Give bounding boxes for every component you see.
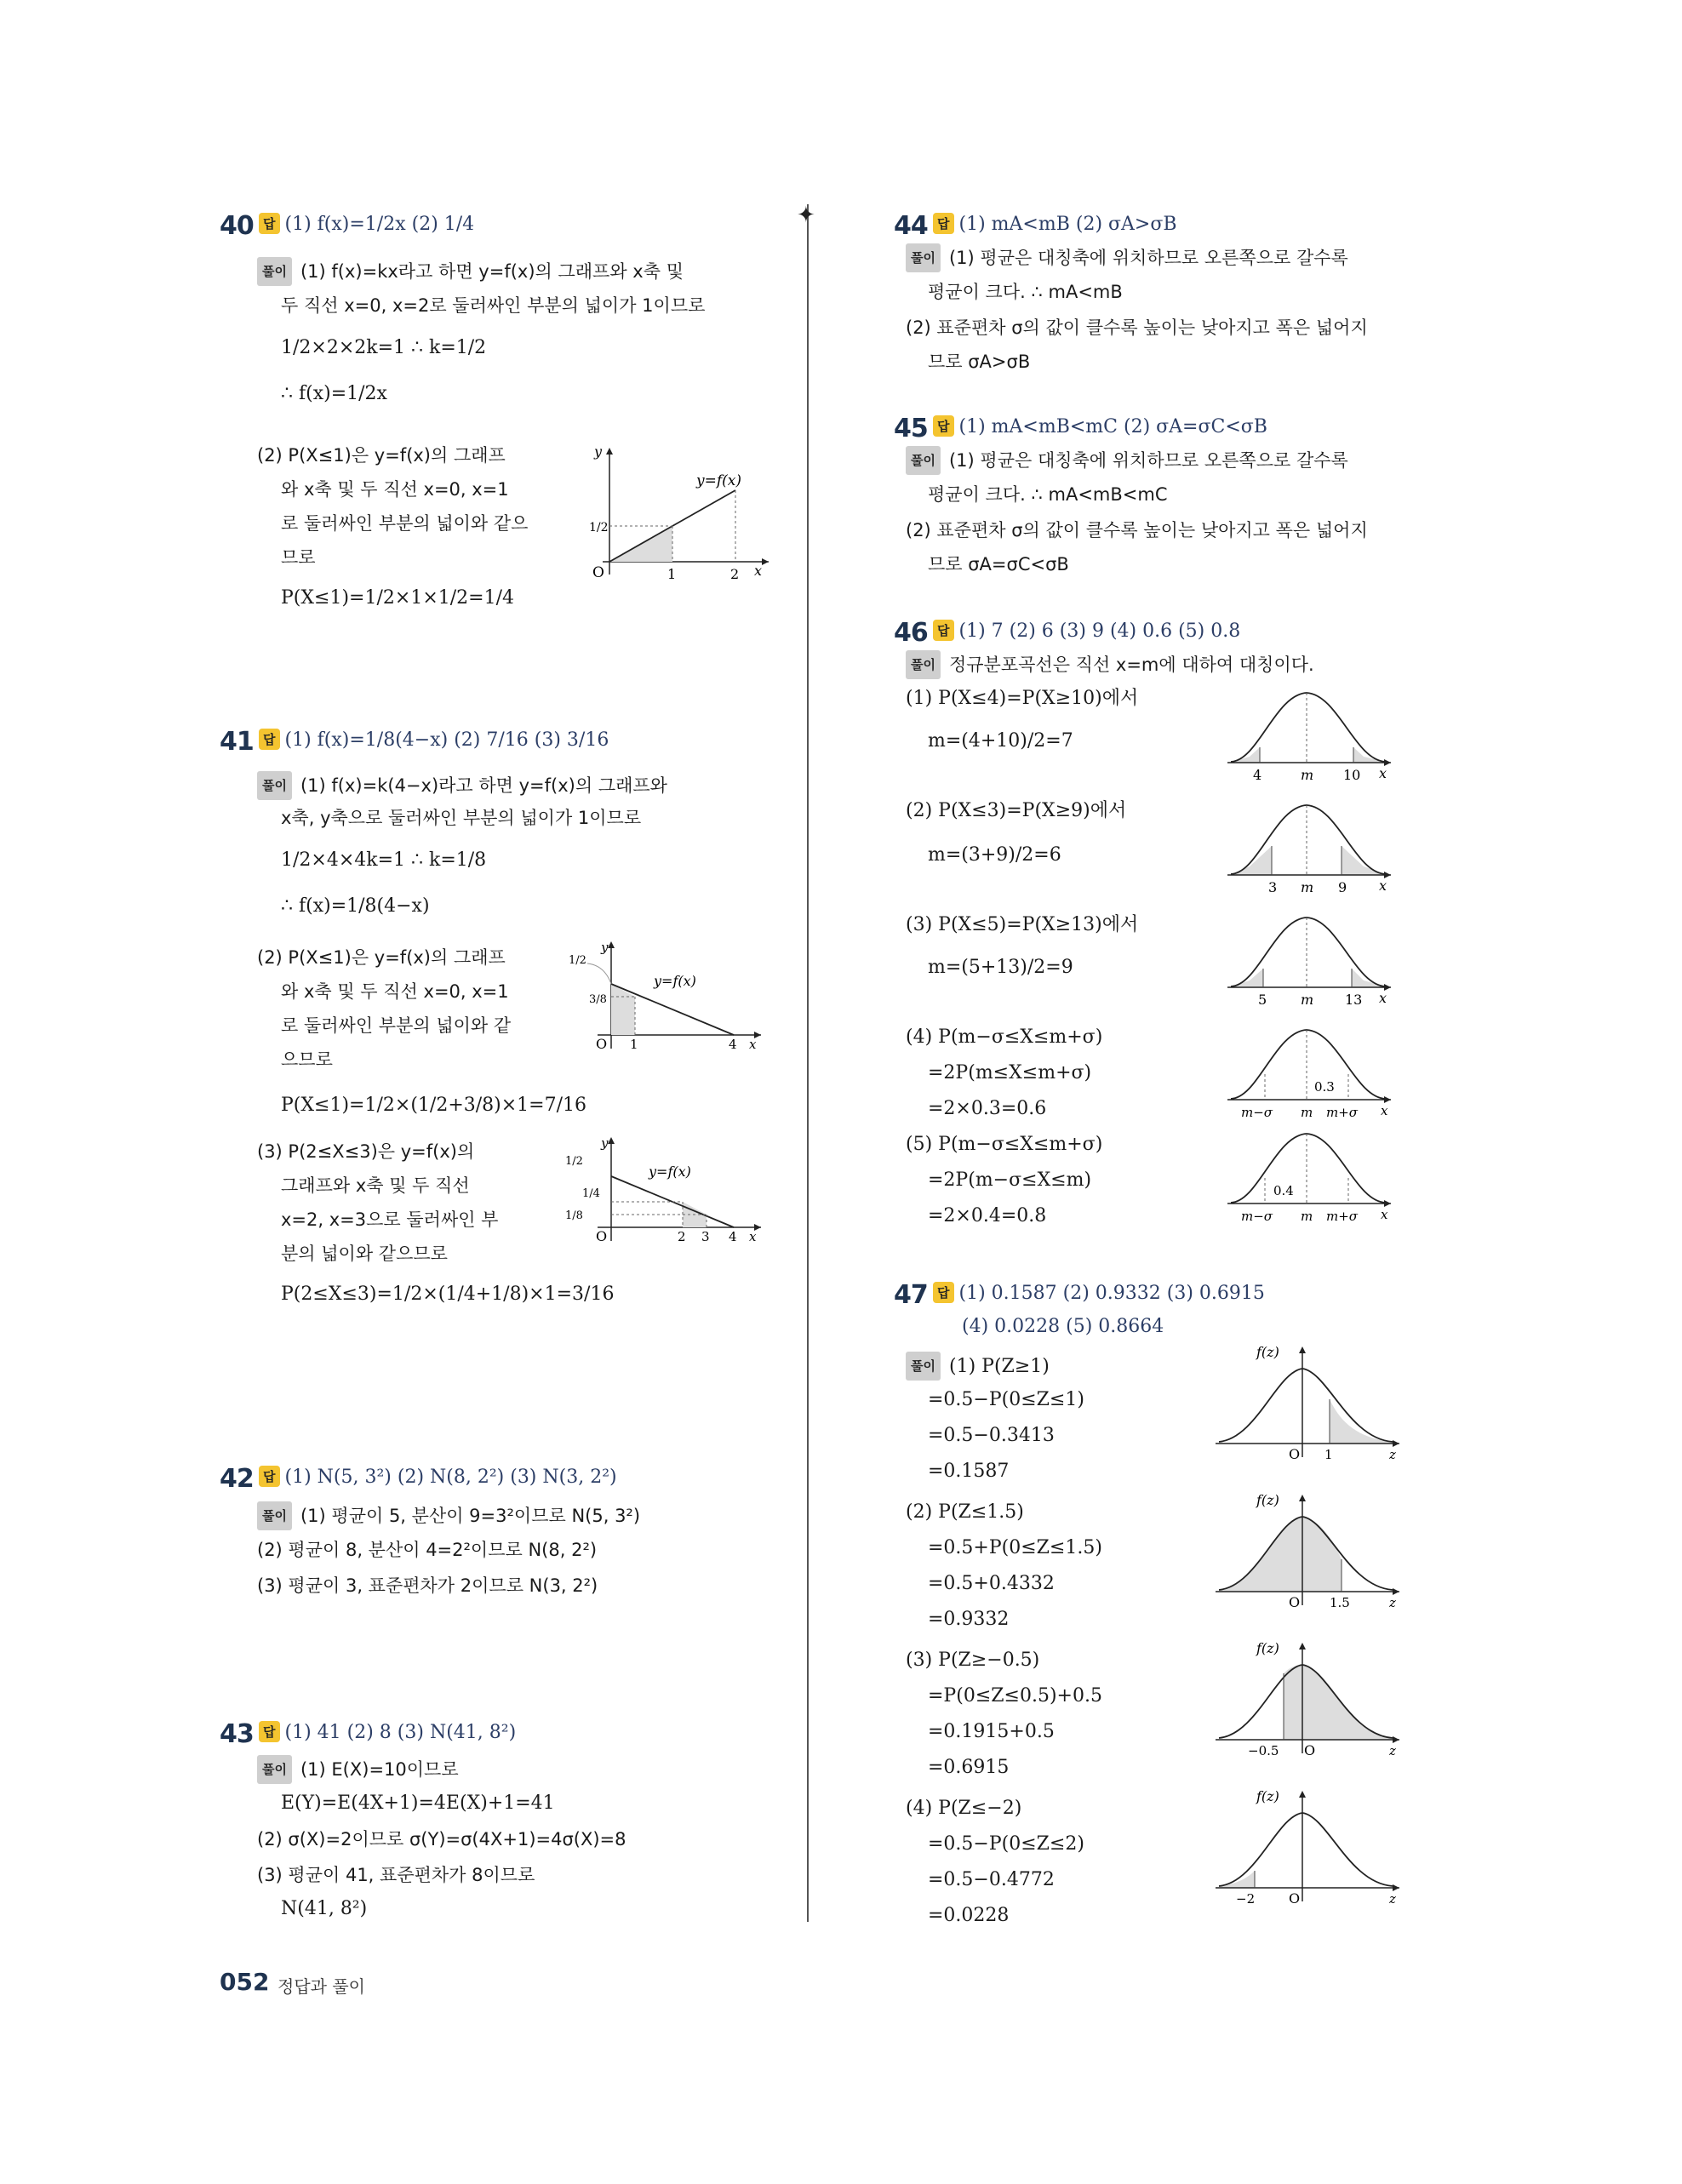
solution-line: 로 둘러싸인 부분의 넓이와 같 xyxy=(281,1015,512,1036)
answer-text: (1) 7 (2) 6 (3) 9 (4) 0.6 (5) 0.8 xyxy=(958,620,1241,642)
problem-number: 42 xyxy=(220,1464,254,1494)
solution-line: 므로 xyxy=(281,547,316,568)
origin-label: O xyxy=(592,564,604,579)
normal-curve-46-4 xyxy=(1224,1023,1394,1125)
origin-label: O xyxy=(596,1036,608,1050)
solution-line: 와 x축 및 두 직선 x=0, x=1 xyxy=(281,479,509,500)
answer-line xyxy=(933,213,1177,235)
solution-line: 와 x축 및 두 직선 x=0, x=1 xyxy=(281,981,509,1002)
solution-line: =0.5−P(0≤Z≤1) xyxy=(928,1389,1084,1410)
answer-text: (1) 41 (2) 8 (3) N(41, 8²) xyxy=(284,1722,517,1743)
solution-line: (4) P(Z≤−2) xyxy=(906,1798,1022,1819)
tick-label: −0.5 xyxy=(1248,1743,1279,1758)
tick-label: 4 xyxy=(1253,767,1262,783)
solution-line: =0.1915+0.5 xyxy=(928,1721,1055,1742)
tick-label: 1 xyxy=(667,566,677,579)
solution-line: 분의 넓이와 같으므로 xyxy=(281,1244,448,1264)
solution-line: (2) σ(X)=2이므로 σ(Y)=σ(4X+1)=4σ(X)=8 xyxy=(257,1829,626,1850)
origin-label: O xyxy=(1304,1742,1316,1758)
solution-line: (3) 평균이 3, 표준편차가 2이므로 N(3, 2²) xyxy=(257,1575,598,1596)
tick-label: 1/8 xyxy=(565,1209,583,1222)
origin-label: O xyxy=(596,1228,608,1244)
tick-label: 3 xyxy=(1268,879,1278,895)
page-number: 052 xyxy=(220,1968,270,1996)
answer-tag: 답 xyxy=(259,1466,280,1487)
axis-x-label: x xyxy=(1381,1207,1388,1222)
solution-line: =0.5−0.3413 xyxy=(928,1425,1055,1446)
solution-line: =0.6915 xyxy=(928,1757,1010,1778)
solution-tag: 풀이 xyxy=(906,446,941,475)
tick-label: 2 xyxy=(730,566,740,579)
answer-text: (4) 0.0228 (5) 0.8664 xyxy=(962,1316,1164,1337)
problem-number: 46 xyxy=(894,618,928,648)
answer-text: (1) mA<mB (2) σA>σB xyxy=(958,214,1177,235)
solution-line: =2P(m≤X≤m+σ) xyxy=(928,1062,1092,1083)
solution-line: 로 둘러싸인 부분의 넓이와 같으 xyxy=(281,513,529,534)
solution-line: =0.0228 xyxy=(928,1905,1010,1926)
solution-line: 으므로 xyxy=(281,1049,333,1070)
solution-tag: 풀이 xyxy=(906,1352,941,1381)
answer-text: (1) mA<mB<mC (2) σA=σC<σB xyxy=(958,416,1267,437)
answer-tag: 답 xyxy=(933,415,954,437)
solution-line: =2×0.4=0.8 xyxy=(928,1205,1047,1226)
solution-line: x축, y축으로 둘러싸인 부분의 넓이가 1이므로 xyxy=(281,808,642,828)
footer-title: 정답과 풀이 xyxy=(277,1976,365,1997)
solution-line: (3) P(X≤5)=P(X≥13)에서 xyxy=(906,914,1139,935)
solution-line: 풀이 (1) f(x)=k(4−x)라고 하면 y=f(x)의 그래프와 xyxy=(257,771,667,800)
axis-y-label: y xyxy=(601,1135,609,1151)
curve-label: y=f(x) xyxy=(649,1163,691,1180)
graph-40 xyxy=(577,443,773,582)
solution-line: 평균이 크다. ∴ mA<mB xyxy=(928,282,1123,302)
solution-line: (2) 표준편차 σ의 값이 클수록 높이는 낮아지고 폭은 넓어지 xyxy=(906,317,1368,338)
tick-label: m xyxy=(1301,992,1314,1008)
answer-line xyxy=(259,213,474,235)
answer-tag: 답 xyxy=(259,729,280,750)
solution-line: 평균이 크다. ∴ mA<mB<mC xyxy=(928,484,1168,505)
answer-tag: 답 xyxy=(933,213,954,234)
solution-line: m=(5+13)/2=9 xyxy=(928,957,1073,978)
problem-number: 43 xyxy=(220,1719,254,1749)
z-curve-47-3 xyxy=(1214,1634,1403,1765)
area-label: 0.3 xyxy=(1314,1079,1335,1095)
tick-label: m xyxy=(1301,767,1314,783)
solution-line: m=(3+9)/2=6 xyxy=(928,844,1061,866)
solution-line: =0.1587 xyxy=(928,1461,1010,1482)
answer-tag: 답 xyxy=(933,620,954,641)
solution-line: =P(0≤Z≤0.5)+0.5 xyxy=(928,1685,1102,1707)
tick-label: 10 xyxy=(1343,767,1361,783)
answer-line xyxy=(259,1466,617,1488)
tick-label: 4 xyxy=(729,1037,737,1050)
answer-tag: 답 xyxy=(933,1282,954,1303)
solution-tag: 풀이 xyxy=(257,771,292,800)
solution-line: (2) 표준편차 σ의 값이 클수록 높이는 낮아지고 폭은 넓어지 xyxy=(906,520,1368,540)
solution-line: (2) P(X≤1)은 y=f(x)의 그래프 xyxy=(257,947,506,968)
tick-label: 1/2 xyxy=(589,521,609,535)
tick-label: m xyxy=(1301,1105,1313,1120)
solution-line: E(Y)=E(4X+1)=4E(X)+1=41 xyxy=(281,1792,555,1814)
solution-line: 두 직선 x=0, x=2로 둘러싸인 부분의 넓이가 1이므로 xyxy=(281,295,706,316)
tick-label: 1/2 xyxy=(569,954,586,967)
solution-line: (1) P(X≤4)=P(X≥10)에서 xyxy=(906,688,1139,709)
tick-label: 5 xyxy=(1258,992,1267,1008)
solution-line: =0.9332 xyxy=(928,1609,1010,1630)
solution-line: 그래프와 x축 및 두 직선 xyxy=(281,1175,470,1196)
tick-label: 1 xyxy=(630,1037,638,1050)
answer-tag: 답 xyxy=(259,1721,280,1742)
solution-line: P(X≤1)=1/2×1×1/2=1/4 xyxy=(281,587,515,609)
solution-line: 므로 σA>σB xyxy=(928,352,1031,372)
solution-line: 1/2×2×2k=1 ∴ k=1/2 xyxy=(281,337,487,358)
answer-line xyxy=(259,729,609,751)
solution-line: 므로 σA=σC<σB xyxy=(928,554,1069,575)
answer-text: (1) 0.1587 (2) 0.9332 (3) 0.6915 xyxy=(958,1283,1265,1304)
axis-x-label: x xyxy=(1379,765,1387,781)
normal-curve-46-2 xyxy=(1224,798,1394,900)
solution-line: (4) P(m−σ≤X≤m+σ) xyxy=(906,1026,1103,1048)
axis-x-label: x xyxy=(754,563,763,579)
area-label: 0.4 xyxy=(1273,1183,1294,1198)
tick-label: 3 xyxy=(701,1229,710,1244)
z-curve-47-2 xyxy=(1214,1486,1403,1617)
solution-line: 풀이 정규분포곡선은 직선 x=m에 대하여 대칭이다. xyxy=(906,650,1314,679)
axis-x-label: x xyxy=(1379,878,1387,894)
solution-line: 풀이 (1) 평균은 대칭축에 위치하므로 오른쪽으로 갈수록 xyxy=(906,243,1348,272)
axis-fz-label: f(z) xyxy=(1256,1344,1279,1360)
curve-label: y=f(x) xyxy=(696,472,741,489)
z-curve-47-4 xyxy=(1214,1782,1403,1913)
solution-line: (2) P(Z≤1.5) xyxy=(906,1501,1024,1523)
axis-x-label: x xyxy=(749,1037,757,1050)
origin-label: O xyxy=(1289,1446,1301,1462)
solution-line: =0.5−0.4772 xyxy=(928,1869,1055,1890)
problem-number: 41 xyxy=(220,727,254,757)
tick-label: 2 xyxy=(678,1229,686,1244)
axis-x-label: x xyxy=(1379,990,1387,1006)
solution-line: 풀이 (1) 평균이 5, 분산이 9=3²이므로 N(5, 3²) xyxy=(257,1501,640,1530)
column-divider xyxy=(807,204,809,1922)
answer-text: (1) f(x)=1/2x (2) 1/4 xyxy=(284,214,475,235)
solution-line: 풀이 (1) 평균은 대칭축에 위치하므로 오른쪽으로 갈수록 xyxy=(906,446,1348,475)
solution-line: (3) 평균이 41, 표준편차가 8이므로 xyxy=(257,1865,535,1885)
solution-line: m=(4+10)/2=7 xyxy=(928,730,1073,752)
solution-line: =0.5+0.4332 xyxy=(928,1573,1055,1594)
axis-y-label: y xyxy=(601,940,609,955)
axis-fz-label: f(z) xyxy=(1256,1492,1279,1508)
axis-fz-label: f(z) xyxy=(1256,1640,1279,1656)
solution-line: =0.5+P(0≤Z≤1.5) xyxy=(928,1537,1102,1558)
answer-line xyxy=(962,1316,1164,1337)
axis-z-label: z xyxy=(1389,1595,1396,1610)
tick-label: 1/2 xyxy=(565,1155,583,1168)
solution-line: P(X≤1)=1/2×(1/2+3/8)×1=7/16 xyxy=(281,1095,587,1116)
axis-x-label: x xyxy=(1381,1103,1388,1118)
problem-number: 44 xyxy=(894,211,928,241)
solution-line: 풀이 (1) P(Z≥1) xyxy=(906,1352,1050,1381)
solution-line: (2) 평균이 8, 분산이 4=2²이므로 N(8, 2²) xyxy=(257,1540,598,1560)
answer-line xyxy=(933,620,1240,642)
problem-number: 45 xyxy=(894,414,928,443)
problem-number: 47 xyxy=(894,1280,928,1310)
tick-label: 9 xyxy=(1338,879,1347,895)
answer-line xyxy=(259,1721,516,1743)
solution-tag: 풀이 xyxy=(257,1501,292,1530)
tick-label: 4 xyxy=(729,1229,737,1244)
solution-line: 풀이 (1) E(X)=10이므로 xyxy=(257,1755,459,1784)
solution-line: (2) P(X≤3)=P(X≥9)에서 xyxy=(906,800,1127,821)
axis-fz-label: f(z) xyxy=(1256,1788,1279,1804)
solution-line: (5) P(m−σ≤X≤m+σ) xyxy=(906,1134,1103,1155)
solution-line: x=2, x=3으로 둘러싸인 부 xyxy=(281,1209,499,1230)
solution-tag: 풀이 xyxy=(906,243,941,272)
solution-line: =2×0.3=0.6 xyxy=(928,1098,1047,1119)
tick-label: m xyxy=(1301,879,1314,895)
origin-label: O xyxy=(1289,1890,1301,1907)
problem-number: 40 xyxy=(220,211,254,241)
tick-label: 1.5 xyxy=(1330,1595,1350,1610)
solution-line: (3) P(2≤X≤3)은 y=f(x)의 xyxy=(257,1141,475,1162)
solution-line: ∴ f(x)=1/8(4−x) xyxy=(281,895,430,917)
solution-tag: 풀이 xyxy=(257,1755,292,1784)
axis-x-label: x xyxy=(749,1229,757,1244)
solution-line: P(2≤X≤3)=1/2×(1/4+1/8)×1=3/16 xyxy=(281,1284,615,1305)
normal-curve-46-5 xyxy=(1224,1127,1394,1229)
z-curve-47-1 xyxy=(1214,1338,1403,1469)
solution-tag: 풀이 xyxy=(906,650,941,679)
tick-label: 3/8 xyxy=(589,993,607,1006)
graph-41-2 xyxy=(567,940,764,1054)
tick-label: 1/4 xyxy=(582,1187,600,1200)
graph-41-3 xyxy=(560,1135,764,1249)
solution-line: N(41, 8²) xyxy=(281,1898,368,1919)
answer-line xyxy=(933,415,1267,437)
curve-label: y=f(x) xyxy=(654,973,696,989)
solution-line: =0.5−P(0≤Z≤2) xyxy=(928,1833,1084,1855)
tick-label: m xyxy=(1301,1209,1313,1224)
tick-label: 13 xyxy=(1345,992,1363,1008)
solution-line: (3) P(Z≥−0.5) xyxy=(906,1649,1040,1671)
axis-z-label: z xyxy=(1389,1447,1396,1462)
solution-tag: 풀이 xyxy=(257,257,292,286)
origin-label: O xyxy=(1289,1594,1301,1610)
solution-line: ∴ f(x)=1/2x xyxy=(281,383,387,404)
solution-line: 1/2×4×4k=1 ∴ k=1/8 xyxy=(281,849,487,871)
star-ornament-icon: ✦ xyxy=(797,203,815,228)
normal-curve-46-1 xyxy=(1224,686,1394,788)
axis-z-label: z xyxy=(1389,1891,1396,1907)
axis-y-label: y xyxy=(594,443,603,460)
solution-line: 풀이 (1) f(x)=kx라고 하면 y=f(x)의 그래프와 x축 및 xyxy=(257,257,684,286)
tick-label: −2 xyxy=(1236,1891,1256,1907)
tick-label: m+σ xyxy=(1326,1209,1359,1224)
tick-label: m−σ xyxy=(1241,1209,1273,1224)
tick-label: 1 xyxy=(1324,1447,1333,1462)
solution-line: (2) P(X≤1)은 y=f(x)의 그래프 xyxy=(257,445,506,466)
solution-line: =2P(m−σ≤X≤m) xyxy=(928,1169,1092,1191)
answer-text: (1) f(x)=1/8(4−x) (2) 7/16 (3) 3/16 xyxy=(284,729,609,751)
answer-line xyxy=(933,1282,1265,1304)
answer-text: (1) N(5, 3²) (2) N(8, 2²) (3) N(3, 2²) xyxy=(284,1466,617,1488)
tick-label: m−σ xyxy=(1241,1105,1273,1120)
answer-tag: 답 xyxy=(259,213,280,234)
tick-label: m+σ xyxy=(1326,1105,1359,1120)
axis-z-label: z xyxy=(1389,1743,1396,1758)
normal-curve-46-3 xyxy=(1224,911,1394,1013)
